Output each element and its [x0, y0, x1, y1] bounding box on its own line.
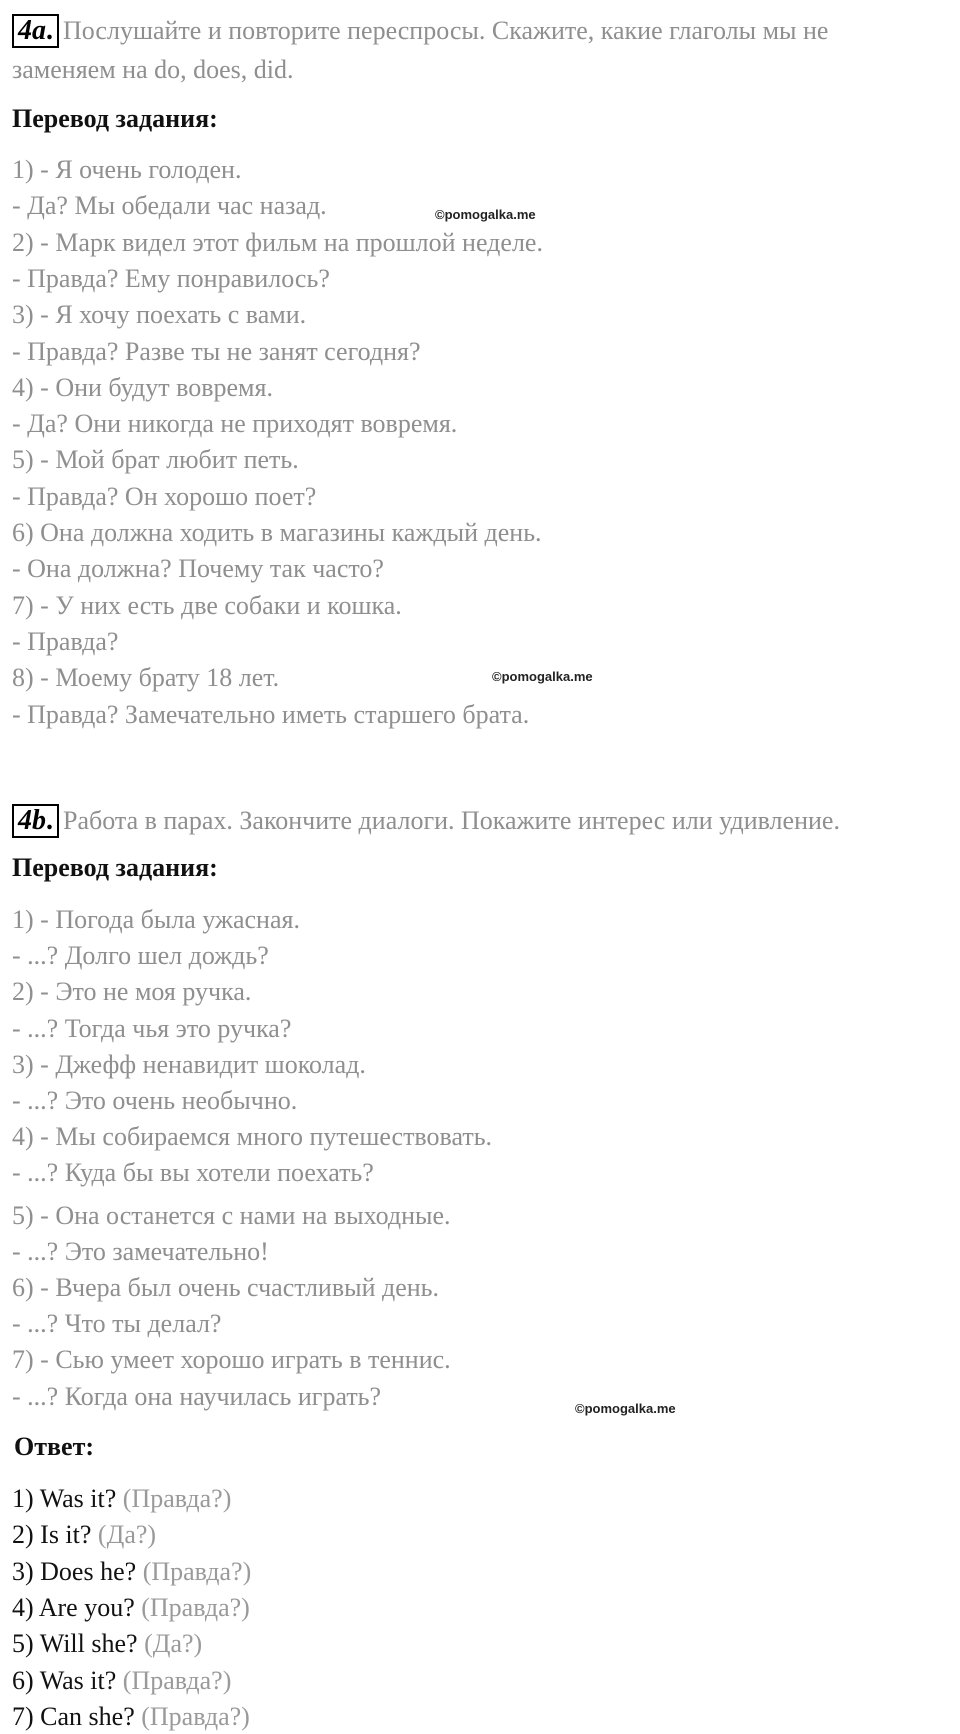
task-4b-line: 3) - Джефф ненавидит шоколад.	[12, 1049, 366, 1079]
answer-english: 1) Was it?	[12, 1484, 117, 1513]
answer-item	[12, 1702, 250, 1732]
answer-russian: (Правда?)	[141, 1592, 250, 1622]
answer-heading: Ответ:	[14, 1432, 95, 1461]
task-4a-line: 8) - Моему брату 18 лет.	[12, 663, 280, 693]
watermark: ©pomogalka.me	[492, 669, 593, 684]
watermark: ©pomogalka.me	[435, 207, 536, 222]
task-4a-instruction-line1: Послушайте и повторите переспросы. Скажите, какие глаголы мы не	[63, 16, 829, 45]
answer-item	[12, 1484, 231, 1514]
task-4a-line: 5) - Мой брат любит петь.	[12, 445, 299, 475]
task-4b-instruction-text: Работа в парах. Закончите диалоги. Покажите интерес или удивление.	[63, 806, 840, 835]
answer-item	[12, 1520, 156, 1550]
answer-item	[12, 1629, 202, 1659]
task-4b-line: 6) - Вчера был очень счастливый день.	[12, 1273, 440, 1302]
answer-english: 3) Does he?	[12, 1556, 137, 1586]
task-4a-line: 6) Она должна ходить в магазины каждый день.	[12, 518, 542, 547]
answer-item	[12, 1593, 250, 1623]
task-4a-line: 4) - Они будут вовремя.	[12, 372, 273, 402]
answer-english: 7) Can she?	[12, 1701, 135, 1731]
task-4b-line: 5) - Она останется с нами на выходные.	[12, 1200, 451, 1230]
task-4a-line: - Правда? Ему понравилось?	[12, 263, 330, 293]
task-4b-translation-heading: Перевод задания:	[12, 853, 218, 882]
task-4a-line: 7) - У них есть две собаки и кошка.	[12, 590, 402, 620]
task-4a-badge: 4a.	[12, 14, 59, 48]
answer-russian: (Да?)	[97, 1520, 157, 1550]
task-4b-line: 1) - Погода была ужасная.	[12, 905, 300, 934]
task-4a-instruction-line2: заменяем на do, does, did.	[12, 55, 294, 84]
task-4a-line: - Правда? Он хорошо поет?	[12, 481, 317, 511]
answer-russian: (Правда?)	[122, 1484, 232, 1513]
task-4b-badge: 4b.	[12, 804, 59, 838]
task-4b-line: - ...? Это замечательно!	[12, 1236, 269, 1266]
task-4a-line: - Она должна? Почему так часто?	[12, 554, 384, 584]
task-4b-line: - ...? Тогда чья это ручка?	[12, 1013, 292, 1043]
task-4b-line: - ...? Это очень необычно.	[12, 1086, 298, 1115]
task-4a-line: 2) - Марк видел этот фильм на прошлой неделе.	[12, 227, 543, 257]
answer-english: 6) Was it?	[12, 1665, 117, 1695]
answer-item	[12, 1666, 231, 1696]
task-4b-line: - ...? Что ты делал?	[12, 1309, 222, 1339]
task-4b-line: 4) - Мы собираемся много путешествовать.	[12, 1122, 493, 1152]
task-4b-line: - ...? Куда бы вы хотели поехать?	[12, 1158, 374, 1188]
task-4a-translation-heading: Перевод задания:	[12, 104, 218, 133]
watermark: ©pomogalka.me	[575, 1401, 676, 1416]
answer-russian: (Правда?)	[142, 1556, 252, 1586]
answer-russian: (Правда?)	[122, 1665, 232, 1695]
task-4a-line: - Правда? Замечательно иметь старшего брата.	[12, 699, 530, 729]
answer-english: 5) Will she?	[12, 1629, 138, 1659]
task-4a-line: - Правда?	[12, 626, 119, 656]
answer-item	[12, 1557, 251, 1587]
answer-english: 4) Are you?	[12, 1592, 135, 1622]
task-4b-line: - ...? Долго шел дождь?	[12, 941, 269, 971]
answer-english: 2) Is it?	[12, 1520, 92, 1550]
answer-russian: (Да?)	[144, 1629, 203, 1659]
task-4a-line: - Правда? Разве ты не занят сегодня?	[12, 336, 421, 366]
task-4a-instruction	[12, 14, 828, 48]
task-4a-line: - Да? Мы обедали час назад.	[12, 191, 327, 221]
task-4b-line: 2) - Это не моя ручка.	[12, 977, 252, 1007]
task-4a-line: - Да? Они никогда не приходят вовремя.	[12, 409, 458, 439]
answer-russian: (Правда?)	[141, 1701, 250, 1731]
task-4a-line: 3) - Я хочу поехать с вами.	[12, 300, 307, 330]
task-4b-line: - ...? Когда она научилась играть?	[12, 1381, 382, 1411]
task-4b-line: 7) - Сью умеет хорошо играть в теннис.	[12, 1345, 451, 1375]
task-4a-line: 1) - Я очень голоден.	[12, 155, 242, 184]
task-4b-instruction	[12, 804, 840, 838]
